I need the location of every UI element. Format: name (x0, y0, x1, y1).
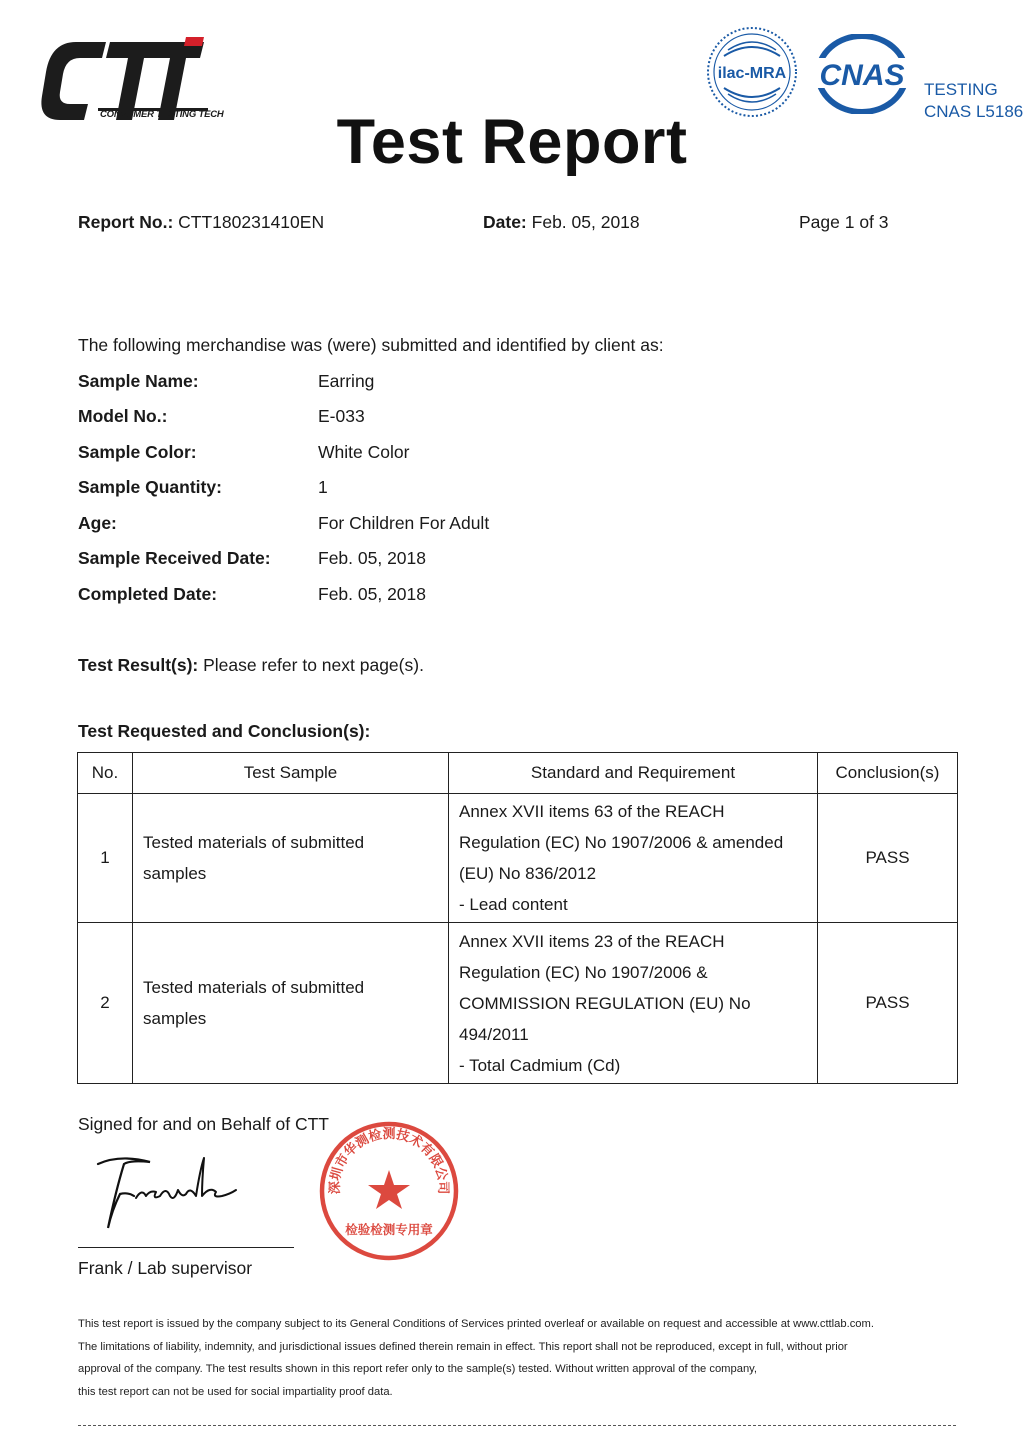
signer-name: Frank / Lab supervisor (78, 1258, 253, 1278)
disclaimer-line: The limitations of liability, indemnity, and jurisdictional issues defined therein remain in effect. This report shall not be reproduced, except in full, without prior (78, 1340, 848, 1353)
disclaimer-line: This test report is issued by the company subject to its General Conditions of Services printed overleaf or available on request and accessible at www.cttlab.com. (78, 1318, 874, 1330)
field-value-received-date: Feb. 05, 2018 (318, 548, 426, 568)
row-standard: Annex XVII items 23 of the REACH Regulation (EC) No 1907/2006 & COMMISSION REGULATION (EU) No 494/2011 - Total Cadmium (Cd) (449, 923, 818, 1084)
field-label-sample-quantity: Sample Quantity: (78, 477, 222, 497)
testing-text: TESTING (924, 80, 998, 99)
table-row (78, 923, 958, 1084)
report-number: Report No.: CTT180231410EN (78, 212, 325, 232)
field-value-completed-date: Feb. 05, 2018 (318, 584, 426, 604)
svg-text:CNAS: CNAS (819, 59, 905, 92)
disclaimer (78, 1313, 958, 1403)
row-sample: Tested materials of submitted samples (133, 923, 449, 1084)
col-header-no: No. (78, 753, 133, 794)
svg-text:ilac-MRA: ilac-MRA (717, 65, 787, 82)
results-table (77, 752, 958, 1084)
field-value-model-no: E-033 (318, 406, 365, 426)
intro-text: The following merchandise was (were) submitted and identified by client as: (78, 335, 664, 355)
cnas-number: CNAS L5186 (924, 102, 1024, 121)
field-label-sample-color: Sample Color: (78, 442, 197, 462)
col-header-conclusion: Conclusion(s) (818, 753, 958, 794)
row-conclusion: PASS (818, 923, 958, 1084)
svg-text:检验检测专用章: 检验检测专用章 (345, 1222, 433, 1237)
svg-text:深圳市华测检测技术有限公司: 深圳市华测检测技术有限公司 (327, 1127, 451, 1195)
row-sample: Tested materials of submitted samples (133, 794, 449, 923)
field-value-sample-name: Earring (318, 371, 375, 391)
signature-line (78, 1247, 294, 1248)
company-seal-stamp (318, 1120, 460, 1262)
col-header-test-sample: Test Sample (133, 753, 449, 794)
field-value-age: For Children For Adult (318, 513, 490, 533)
accreditation-label (924, 79, 1023, 123)
page-indicator: Page 1 of 3 (799, 212, 889, 232)
page-title: Test Report (336, 107, 688, 177)
row-conclusion: PASS (818, 794, 958, 923)
conclusion-heading: Test Requested and Conclusion(s): (78, 721, 371, 741)
handwritten-signature (90, 1150, 250, 1235)
row-number: 2 (78, 923, 133, 1084)
table-header-row (78, 753, 958, 794)
test-result: Test Result(s): Please refer to next page(s). (78, 655, 424, 675)
report-date: Date: Feb. 05, 2018 (483, 212, 640, 232)
col-header-standard: Standard and Requirement (449, 753, 818, 794)
signed-for-text: Signed for and on Behalf of CTT (78, 1114, 329, 1134)
field-value-sample-quantity: 1 (318, 477, 328, 497)
field-label-completed-date: Completed Date: (78, 584, 218, 604)
row-number: 1 (78, 794, 133, 923)
row-standard: Annex XVII items 63 of the REACH Regulation (EC) No 1907/2006 & amended (EU) No 836/2012 - Lead content (449, 794, 818, 923)
bottom-dashed-rule (78, 1425, 956, 1426)
field-label-age: Age: (78, 513, 117, 533)
field-value-sample-color: White Color (318, 442, 410, 462)
disclaimer-line: this test report can not be used for social impartiality proof data. (78, 1385, 393, 1398)
cnas-logo (814, 34, 910, 114)
logo-subtext: CONSUMER TESTING TECH (100, 109, 224, 120)
field-label-received-date: Sample Received Date: (78, 548, 271, 568)
table-row (78, 794, 958, 923)
disclaimer-line: approval of the company. The test results shown in this report refer only to the sample(s) tested. Without written approval of the company, (78, 1363, 758, 1375)
field-label-model-no: Model No.: (78, 406, 168, 426)
ilac-mra-logo (706, 26, 798, 118)
field-label-sample-name: Sample Name: (78, 371, 199, 391)
